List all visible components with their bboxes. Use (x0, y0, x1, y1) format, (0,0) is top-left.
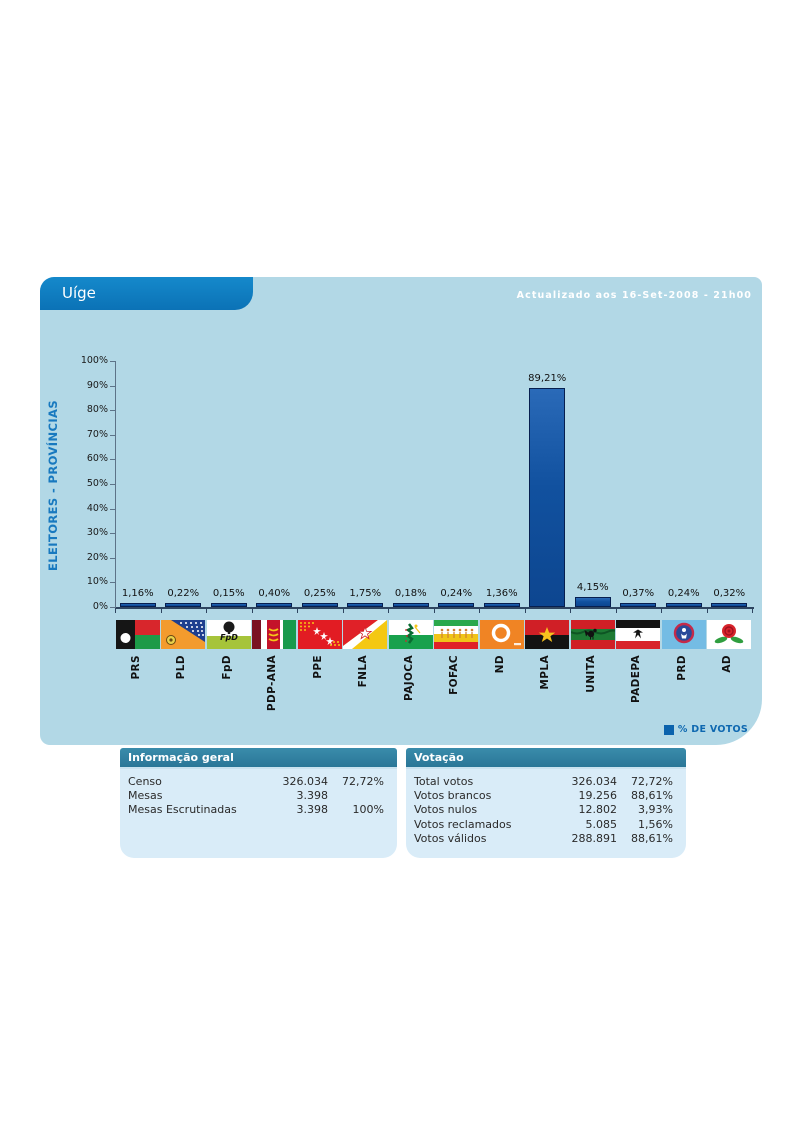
svg-text:FpD: FpD (219, 633, 238, 642)
y-tick-label: 90% (86, 379, 108, 391)
y-tick-mark (110, 459, 116, 460)
x-axis-tick (525, 609, 526, 613)
bar-ad (711, 603, 747, 608)
votacao-row (414, 803, 673, 817)
y-tick-label: 20% (86, 551, 108, 563)
legend-swatch-icon (664, 725, 674, 735)
bar-value-pld: 0,22% (167, 587, 200, 599)
y-tick-mark (110, 509, 116, 510)
fpd-flag (207, 620, 251, 649)
legend-label: % DE VOTOS (677, 724, 748, 735)
row-label: Censo (128, 775, 162, 788)
category-label-pdp-ana: PDP-ANA (266, 655, 279, 712)
category-label-fpd: FpD (220, 655, 233, 680)
results-panel (40, 277, 762, 745)
x-axis-tick (616, 609, 617, 613)
votacao-header: Votação (406, 748, 686, 769)
row-value: 326.034 (282, 775, 328, 788)
bar-value-nd: 1,36% (485, 587, 518, 599)
bar-unita (575, 597, 611, 607)
x-axis-tick (388, 609, 389, 613)
row-percent: 88,61% (631, 831, 673, 845)
info-geral-row (128, 775, 384, 789)
x-axis-tick (752, 609, 753, 613)
category-label-unita: UNITA (584, 655, 597, 693)
unita-flag (571, 620, 615, 649)
row-value: 12.802 (578, 803, 617, 817)
y-tick-label: 70% (86, 428, 108, 440)
row-label: Mesas (128, 789, 163, 803)
x-axis-tick (479, 609, 480, 613)
y-tick-mark (110, 582, 116, 583)
updated-timestamp: Actualizado aos 16-Set-2008 - 21h00 (516, 290, 752, 301)
votes-bar-chart (40, 277, 762, 745)
votacao-row (414, 832, 673, 846)
category-label-prd: PRD (675, 655, 688, 681)
x-axis-line (115, 607, 754, 609)
info-geral-header: Informação geral (120, 748, 397, 769)
row-value: 5.085 (585, 817, 617, 831)
x-axis-tick (570, 609, 571, 613)
bar-value-fnla: 1,75% (349, 587, 382, 599)
category-label-fofac: FOFAC (448, 655, 461, 695)
bar-value-ppe: 0,25% (303, 587, 336, 599)
info-geral-row (128, 789, 384, 803)
bar-value-ad: 0,32% (713, 587, 746, 599)
category-label-mpla: MPLA (539, 655, 552, 690)
category-label-fnla: FNLA (357, 655, 370, 688)
votacao-panel (406, 748, 686, 858)
ad-flag (707, 620, 751, 649)
x-axis-tick (707, 609, 708, 613)
bar-pajoca (393, 603, 429, 608)
y-tick-label: 60% (86, 453, 108, 465)
info-geral-body (120, 769, 397, 818)
nd-flag (480, 620, 524, 649)
info-geral-row (128, 803, 384, 817)
y-tick-label: 40% (86, 502, 108, 514)
category-label-prs: PRS (129, 655, 142, 680)
chart-legend (664, 724, 748, 735)
bar-prd (666, 603, 702, 608)
row-value: 3.398 (296, 789, 328, 803)
row-value: 326.034 (571, 775, 617, 788)
row-label: Votos nulos (414, 803, 478, 817)
y-tick-mark (110, 607, 116, 608)
bar-value-fpd: 0,15% (212, 587, 245, 599)
row-percent: 88,61% (631, 789, 673, 803)
y-axis-title: ELEITORES - PROVÍNCIAS (46, 399, 60, 571)
row-label: Votos reclamados (414, 817, 512, 831)
x-axis-tick (252, 609, 253, 613)
row-percent: 72,72% (631, 775, 673, 788)
bar-fpd (211, 603, 247, 608)
x-axis-tick (206, 609, 207, 613)
bar-value-unita: 4,15% (576, 581, 609, 593)
fnla-flag (343, 620, 387, 649)
category-label-padepa: PADEPA (630, 655, 643, 704)
votacao-row (414, 775, 673, 789)
y-tick-label: 30% (86, 527, 108, 539)
row-percent (328, 789, 384, 803)
bar-padepa (620, 603, 656, 608)
category-label-ppe: PPE (311, 655, 324, 679)
bar-pdp-ana (256, 603, 292, 608)
bar-fofac (438, 603, 474, 608)
y-tick-label: 50% (86, 478, 108, 489)
bar-pld (165, 603, 201, 608)
row-label: Mesas Escrutinadas (128, 803, 237, 817)
category-label-nd: ND (493, 655, 506, 674)
bar-value-pdp-ana: 0,40% (258, 587, 291, 599)
y-tick-mark (110, 558, 116, 559)
y-tick-mark (110, 386, 116, 387)
y-tick-mark (110, 410, 116, 411)
x-axis-tick (115, 609, 116, 613)
prs-flag (116, 620, 160, 649)
pdp-ana-flag (252, 620, 296, 649)
row-percent: 3,93% (638, 803, 673, 817)
pajoca-flag (389, 620, 433, 649)
row-value: 19.256 (578, 789, 617, 803)
bar-ppe (302, 603, 338, 608)
row-percent: 72,72% (342, 775, 384, 788)
bar-value-prd: 0,24% (667, 587, 700, 599)
bar-value-fofac: 0,24% (440, 587, 473, 599)
y-tick-mark (110, 533, 116, 534)
row-percent: 1,56% (638, 817, 673, 831)
bar-value-mpla: 89,21% (528, 372, 567, 384)
row-value: 3.398 (296, 803, 328, 817)
x-axis-tick (661, 609, 662, 613)
y-tick-mark (110, 435, 116, 436)
province-tab[interactable] (40, 277, 253, 310)
y-axis-title-wrap (42, 362, 64, 608)
padepa-flag (616, 620, 660, 649)
x-axis-tick (434, 609, 435, 613)
category-label-pld: PLD (175, 655, 188, 680)
y-tick-label: 100% (80, 355, 108, 366)
y-tick-mark (110, 484, 116, 485)
votacao-row (414, 818, 673, 832)
category-label-ad: AD (721, 655, 734, 673)
bar-prs (120, 603, 156, 608)
bar-mpla (529, 388, 565, 607)
votacao-row (414, 789, 673, 803)
pld-flag (161, 620, 205, 649)
row-label: Total votos (414, 775, 474, 788)
x-axis-tick (161, 609, 162, 613)
bar-nd (484, 603, 520, 608)
x-axis-tick (343, 609, 344, 613)
y-tick-label: 0% (92, 601, 108, 612)
votacao-body (406, 769, 686, 846)
bar-fnla (347, 603, 383, 608)
ppe-flag (298, 620, 342, 649)
fofac-flag (434, 620, 478, 649)
bar-value-pajoca: 0,18% (394, 587, 427, 599)
row-percent: 100% (352, 803, 384, 817)
y-tick-label: 80% (86, 404, 108, 416)
bar-value-prs: 1,16% (121, 587, 154, 599)
row-label: Votos válidos (414, 831, 487, 845)
x-axis-tick (297, 609, 298, 613)
row-value: 288.891 (571, 831, 617, 845)
province-title: Uíge (62, 284, 96, 302)
mpla-flag (525, 620, 569, 649)
category-label-pajoca: PAJOCA (402, 655, 415, 701)
prd-flag (662, 620, 706, 649)
bar-value-padepa: 0,37% (622, 587, 655, 599)
row-label: Votos brancos (414, 789, 492, 803)
y-tick-mark (110, 361, 116, 362)
info-geral-panel (120, 748, 397, 858)
y-tick-label: 10% (86, 576, 108, 588)
